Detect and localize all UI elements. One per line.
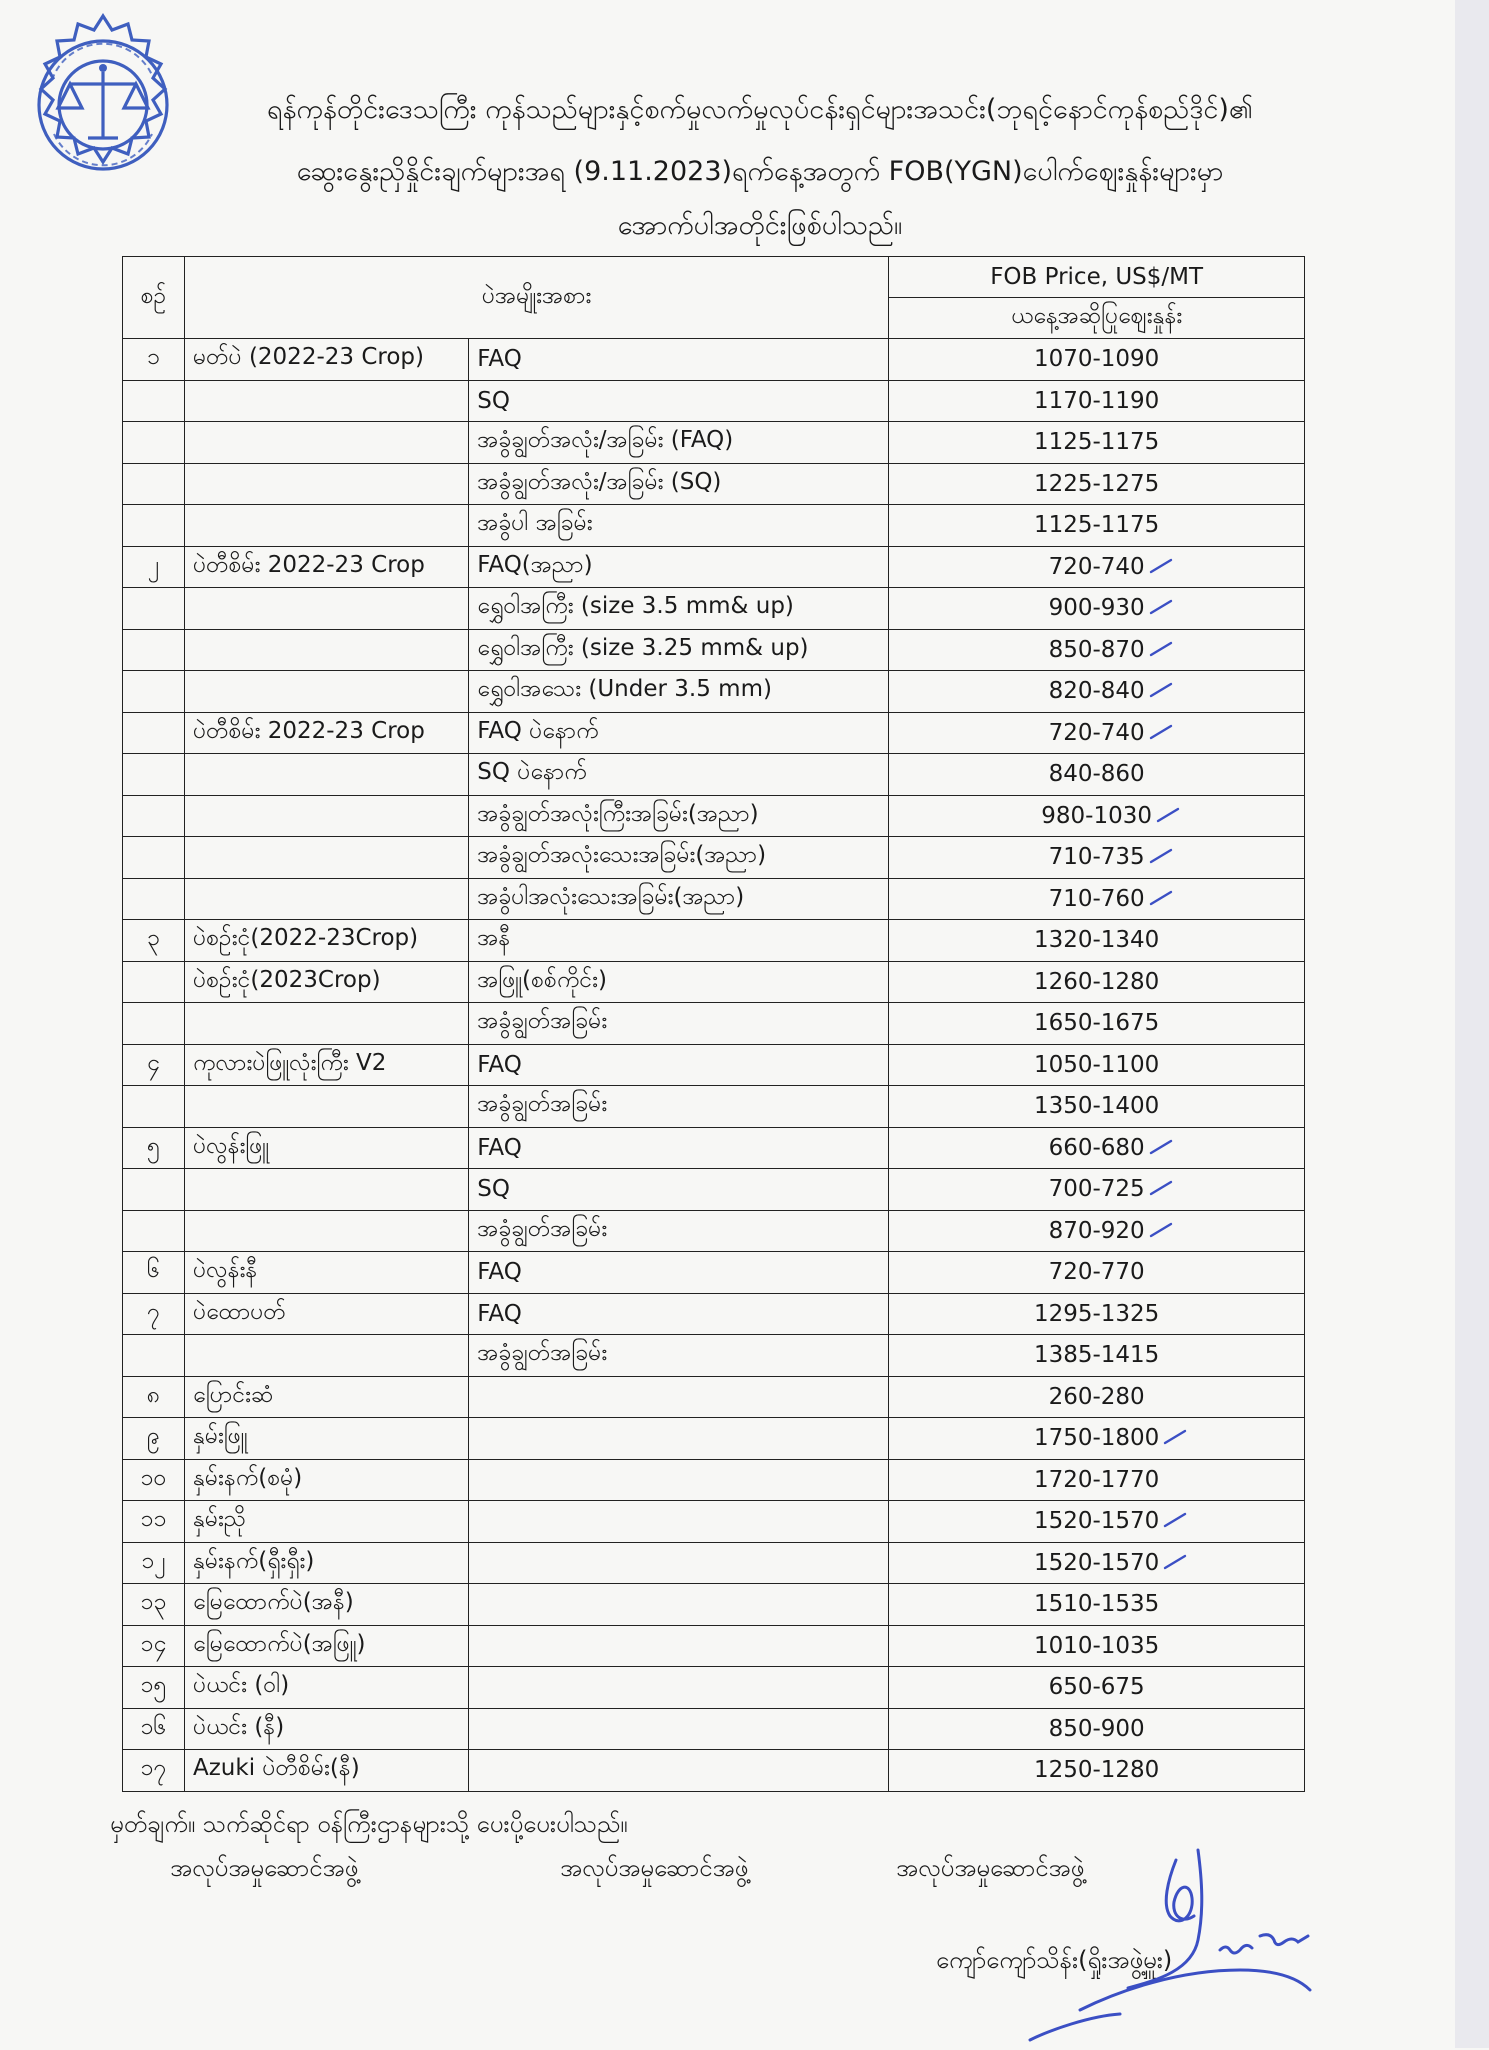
checkmark-icon xyxy=(1156,805,1180,825)
item-name: ပဲလွန်းနီ xyxy=(184,1252,468,1294)
table-row xyxy=(123,1584,1305,1626)
item-grade xyxy=(469,1667,889,1709)
checkmark-icon xyxy=(1163,1552,1187,1572)
row-number xyxy=(123,795,185,837)
item-grade xyxy=(469,1418,889,1460)
item-price xyxy=(889,1210,1305,1252)
scan-edge xyxy=(1455,0,1489,2048)
item-price xyxy=(889,1501,1305,1543)
item-price xyxy=(889,754,1305,796)
table-row xyxy=(123,1459,1305,1501)
checkmark-icon xyxy=(1149,722,1173,742)
price-value: 1070-1090 xyxy=(1033,346,1160,373)
item-name xyxy=(184,754,468,796)
table-row xyxy=(123,1625,1305,1667)
item-grade: အခွံချွတ်အလုံး/အခြမ်း (SQ) xyxy=(469,463,889,505)
row-number xyxy=(123,463,185,505)
handwritten-signature-icon xyxy=(880,1840,1360,2050)
item-name: ကုလားပဲဖြူလုံးကြီး V2 xyxy=(184,1044,468,1086)
checkmark-icon xyxy=(1149,597,1173,617)
item-price xyxy=(889,1003,1305,1045)
item-grade: SQ ပဲနောက် xyxy=(469,754,889,796)
table-row xyxy=(123,1335,1305,1377)
item-name: ပြောင်းဆံ xyxy=(184,1376,468,1418)
item-name: ပဲတီစိမ်း 2022-23 Crop xyxy=(184,712,468,754)
row-number: ၁၆ xyxy=(123,1708,185,1750)
table-row xyxy=(123,1252,1305,1294)
committee-label-1: အလုပ်အမှုဆောင်အဖွဲ့ xyxy=(170,1854,359,1882)
signer-name: ကျော်ကျော်သိန်း(ရှိုးအဖွဲ့မှူး) xyxy=(936,1946,1173,1974)
item-name xyxy=(184,1003,468,1045)
item-name: Azuki ပဲတီစိမ်း(နီ) xyxy=(184,1750,468,1792)
item-price xyxy=(889,339,1305,381)
row-number xyxy=(123,1335,185,1377)
checkmark-icon xyxy=(1149,1178,1173,1198)
price-value: 1320-1340 xyxy=(1033,927,1160,954)
price-value: 660-680 xyxy=(1048,1134,1145,1161)
table-row xyxy=(123,837,1305,879)
item-price xyxy=(889,1044,1305,1086)
table-row xyxy=(123,1750,1305,1792)
item-price xyxy=(889,1376,1305,1418)
item-price xyxy=(889,878,1305,920)
item-grade: FAQ xyxy=(469,1293,889,1335)
row-number: ၉ xyxy=(123,1418,185,1460)
item-price xyxy=(889,837,1305,879)
item-price xyxy=(889,588,1305,630)
price-value: 1520-1570 xyxy=(1033,1549,1160,1576)
item-name xyxy=(184,1169,468,1211)
table-row xyxy=(123,1376,1305,1418)
item-grade: ရွှေဝါအသေး (Under 3.5 mm) xyxy=(469,671,889,713)
row-number: ၇ xyxy=(123,1293,185,1335)
price-value: 1250-1280 xyxy=(1033,1757,1160,1784)
item-grade: အခွံချွတ်အခြမ်း xyxy=(469,1335,889,1377)
item-name xyxy=(184,588,468,630)
item-name: ပဲစဉ်းငုံ(2022-23Crop) xyxy=(184,920,468,962)
heading-line-1: ရန်ကုန်တိုင်းဒေသကြီး ကုန်သည်များနှင့်စက်မှုလက်မှုလုပ်ငန်းရှင်များအသင်း(ဘုရင့်နောင်ကုန်စည်ဒိုင်)၏ xyxy=(267,94,1253,125)
col-header-item: ပဲအမျိုးအစား xyxy=(184,257,888,339)
item-grade xyxy=(469,1376,889,1418)
row-number: ၈ xyxy=(123,1376,185,1418)
item-price xyxy=(889,463,1305,505)
row-number: ၁၂ xyxy=(123,1542,185,1584)
item-name xyxy=(184,505,468,547)
item-grade: အခွံချွတ်အလုံး/အခြမ်း (FAQ) xyxy=(469,422,889,464)
checkmark-icon xyxy=(1149,680,1173,700)
row-number xyxy=(123,1210,185,1252)
price-value: 260-280 xyxy=(1048,1383,1145,1410)
item-grade: FAQ ပဲနောက် xyxy=(469,712,889,754)
col-header-price-sub: ယနေ့အဆိုပြုဈေးနှုန်း xyxy=(889,298,1305,339)
item-name xyxy=(184,1210,468,1252)
item-name: ပဲထောပတ် xyxy=(184,1293,468,1335)
price-value: 1295-1325 xyxy=(1033,1300,1160,1327)
col-header-price: FOB Price, US$/MT xyxy=(889,257,1305,298)
item-grade: အခွံချွတ်အခြမ်း xyxy=(469,1003,889,1045)
table-row xyxy=(123,339,1305,381)
row-number xyxy=(123,1086,185,1128)
table-row xyxy=(123,1418,1305,1460)
table-row xyxy=(123,1501,1305,1543)
table-row xyxy=(123,961,1305,1003)
item-price xyxy=(889,1542,1305,1584)
price-value: 1225-1275 xyxy=(1033,470,1160,497)
item-grade: အနီ xyxy=(469,920,889,962)
item-price xyxy=(889,1584,1305,1626)
item-grade xyxy=(469,1625,889,1667)
price-value: 1260-1280 xyxy=(1033,968,1160,995)
item-grade: FAQ xyxy=(469,339,889,381)
table-row xyxy=(123,505,1305,547)
item-price xyxy=(889,380,1305,422)
price-value: 650-675 xyxy=(1048,1674,1145,1701)
item-name xyxy=(184,671,468,713)
row-number xyxy=(123,712,185,754)
item-grade: အခွံချွတ်အခြမ်း xyxy=(469,1210,889,1252)
row-number xyxy=(123,837,185,879)
item-grade: FAQ xyxy=(469,1252,889,1294)
table-row xyxy=(123,629,1305,671)
price-value: 900-930 xyxy=(1048,595,1145,622)
item-grade: FAQ xyxy=(469,1127,889,1169)
price-value: 720-770 xyxy=(1048,1259,1145,1286)
item-grade: SQ xyxy=(469,380,889,422)
table-row xyxy=(123,1169,1305,1211)
row-number xyxy=(123,961,185,1003)
table-row xyxy=(123,1708,1305,1750)
row-number: ၄ xyxy=(123,1044,185,1086)
item-price xyxy=(889,671,1305,713)
item-price xyxy=(889,1625,1305,1667)
price-value: 700-725 xyxy=(1048,1176,1145,1203)
row-number: ၁ xyxy=(123,339,185,381)
price-value: 1520-1570 xyxy=(1033,1508,1160,1535)
row-number: ၁၅ xyxy=(123,1667,185,1709)
row-number xyxy=(123,629,185,671)
table-row xyxy=(123,1086,1305,1128)
price-value: 720-740 xyxy=(1048,719,1145,746)
item-grade xyxy=(469,1501,889,1543)
row-number xyxy=(123,380,185,422)
item-grade: SQ xyxy=(469,1169,889,1211)
row-number xyxy=(123,1169,185,1211)
item-price xyxy=(889,1127,1305,1169)
item-name: ပဲလွန်းဖြူ xyxy=(184,1127,468,1169)
item-name: ပဲယင်း (ဝါ) xyxy=(184,1667,468,1709)
item-name: ပဲယင်း (နီ) xyxy=(184,1708,468,1750)
checkmark-icon xyxy=(1149,556,1173,576)
row-number xyxy=(123,505,185,547)
footnote: မှတ်ချက်။ သက်ဆိုင်ရာ ဝန်ကြီးဌာနများသို့ ပေးပို့ပေးပါသည်။ xyxy=(110,1810,628,1838)
item-name: နှမ်းနက်(စမုံ) xyxy=(184,1459,468,1501)
row-number: ၁၀ xyxy=(123,1459,185,1501)
row-number: ၂ xyxy=(123,546,185,588)
table-row xyxy=(123,671,1305,713)
item-grade: အခွံချွတ်အလုံးသေးအခြမ်း(အညာ) xyxy=(469,837,889,879)
checkmark-icon xyxy=(1163,1427,1187,1447)
item-grade xyxy=(469,1708,889,1750)
price-value: 710-735 xyxy=(1048,844,1145,871)
item-name: မြေထောက်ပဲ(အနီ) xyxy=(184,1584,468,1626)
price-value: 1750-1800 xyxy=(1033,1425,1160,1452)
item-grade xyxy=(469,1542,889,1584)
table-row xyxy=(123,1210,1305,1252)
checkmark-icon xyxy=(1149,1137,1173,1157)
table-row xyxy=(123,878,1305,920)
item-price xyxy=(889,920,1305,962)
item-price xyxy=(889,1086,1305,1128)
item-grade: အခွံပါ အခြမ်း xyxy=(469,505,889,547)
checkmark-icon xyxy=(1149,639,1173,659)
item-grade: အခွံချွတ်အခြမ်း xyxy=(469,1086,889,1128)
row-number: ၅ xyxy=(123,1127,185,1169)
checkmark-icon xyxy=(1149,888,1173,908)
item-grade: FAQ xyxy=(469,1044,889,1086)
item-name xyxy=(184,422,468,464)
row-number xyxy=(123,422,185,464)
row-number xyxy=(123,588,185,630)
table-row xyxy=(123,380,1305,422)
checkmark-icon xyxy=(1149,846,1173,866)
item-grade: အခွံပါအလုံးသေးအခြမ်း(အညာ) xyxy=(469,878,889,920)
item-price xyxy=(889,795,1305,837)
table-row xyxy=(123,1127,1305,1169)
item-grade: FAQ(အညာ) xyxy=(469,546,889,588)
item-price xyxy=(889,629,1305,671)
row-number: ၃ xyxy=(123,920,185,962)
price-value: 1125-1175 xyxy=(1033,429,1160,456)
item-grade xyxy=(469,1459,889,1501)
table-row xyxy=(123,422,1305,464)
heading-line-3: အောက်ပါအတိုင်းဖြစ်ပါသည်။ xyxy=(617,210,903,241)
table-row xyxy=(123,1044,1305,1086)
row-number: ၁၃ xyxy=(123,1584,185,1626)
item-grade xyxy=(469,1584,889,1626)
item-name xyxy=(184,463,468,505)
table-header-row xyxy=(123,257,1305,298)
item-price xyxy=(889,712,1305,754)
table-row xyxy=(123,795,1305,837)
price-value: 1510-1535 xyxy=(1033,1591,1160,1618)
col-header-no: စဉ် xyxy=(123,257,185,339)
item-grade: ရွှေဝါအကြီး (size 3.5 mm& up) xyxy=(469,588,889,630)
item-price xyxy=(889,1708,1305,1750)
item-name: မတ်ပဲ (2022-23 Crop) xyxy=(184,339,468,381)
item-price xyxy=(889,422,1305,464)
checkmark-icon xyxy=(1163,1510,1187,1530)
heading-line-2: ဆွေးနွေးညှိနှိုင်းချက်များအရ (9.11.2023)ရက်နေ့အတွက် FOB(YGN)ပေါက်ဈေးနှုန်းများမှာ xyxy=(296,156,1224,187)
item-price xyxy=(889,1335,1305,1377)
price-value: 1050-1100 xyxy=(1033,1051,1160,1078)
item-price xyxy=(889,1293,1305,1335)
item-price xyxy=(889,1252,1305,1294)
price-value: 1170-1190 xyxy=(1033,387,1160,414)
item-name xyxy=(184,837,468,879)
price-value: 1650-1675 xyxy=(1033,1010,1160,1037)
item-name: နှမ်းညို xyxy=(184,1501,468,1543)
item-name xyxy=(184,795,468,837)
table-row xyxy=(123,463,1305,505)
price-value: 870-920 xyxy=(1048,1217,1145,1244)
fob-price-table xyxy=(122,256,1305,1792)
price-value: 840-860 xyxy=(1048,761,1145,788)
item-price xyxy=(889,546,1305,588)
price-value: 1720-1770 xyxy=(1033,1466,1160,1493)
item-name xyxy=(184,1086,468,1128)
table-row xyxy=(123,1542,1305,1584)
committee-label-3: အလုပ်အမှုဆောင်အဖွဲ့ xyxy=(896,1854,1085,1882)
price-value: 1125-1175 xyxy=(1033,512,1160,539)
item-name: နှမ်းဖြူ xyxy=(184,1418,468,1460)
row-number xyxy=(123,754,185,796)
table-row xyxy=(123,712,1305,754)
table-row xyxy=(123,1667,1305,1709)
row-number: ၁၁ xyxy=(123,1501,185,1543)
item-name xyxy=(184,380,468,422)
row-number xyxy=(123,878,185,920)
item-price xyxy=(889,1750,1305,1792)
item-price xyxy=(889,961,1305,1003)
item-grade: အခွံချွတ်အလုံးကြီးအခြမ်း(အညာ) xyxy=(469,795,889,837)
item-price xyxy=(889,505,1305,547)
row-number xyxy=(123,671,185,713)
table-row xyxy=(123,1293,1305,1335)
item-name: ပဲတီစိမ်း 2022-23 Crop xyxy=(184,546,468,588)
item-name: နှမ်းနက်(ရှီးရှီး) xyxy=(184,1542,468,1584)
item-name: ပဲစဉ်းငုံ(2023Crop) xyxy=(184,961,468,1003)
item-price xyxy=(889,1418,1305,1460)
item-name xyxy=(184,878,468,920)
item-price xyxy=(889,1459,1305,1501)
price-value: 1385-1415 xyxy=(1033,1342,1160,1369)
price-value: 980-1030 xyxy=(1041,802,1152,829)
price-value: 1350-1400 xyxy=(1033,1093,1160,1120)
price-value: 720-740 xyxy=(1048,553,1145,580)
table-row xyxy=(123,754,1305,796)
table-row xyxy=(123,920,1305,962)
table-row xyxy=(123,588,1305,630)
price-value: 850-870 xyxy=(1048,636,1145,663)
row-number xyxy=(123,1003,185,1045)
price-value: 1010-1035 xyxy=(1033,1632,1160,1659)
row-number: ၆ xyxy=(123,1252,185,1294)
item-grade xyxy=(469,1750,889,1792)
price-value: 820-840 xyxy=(1048,678,1145,705)
committee-label-2: အလုပ်အမှုဆောင်အဖွဲ့ xyxy=(560,1854,749,1882)
table-row xyxy=(123,546,1305,588)
item-price xyxy=(889,1169,1305,1211)
item-name: မြေထောက်ပဲ(အဖြူ) xyxy=(184,1625,468,1667)
table-row xyxy=(123,1003,1305,1045)
checkmark-icon xyxy=(1149,1220,1173,1240)
item-name xyxy=(184,1335,468,1377)
item-price xyxy=(889,1667,1305,1709)
row-number: ၁၇ xyxy=(123,1750,185,1792)
item-name xyxy=(184,629,468,671)
item-grade: အဖြူ(စစ်ကိုင်း) xyxy=(469,961,889,1003)
price-value: 850-900 xyxy=(1048,1715,1145,1742)
price-value: 710-760 xyxy=(1048,885,1145,912)
item-grade: ရွှေဝါအကြီး (size 3.25 mm& up) xyxy=(469,629,889,671)
row-number: ၁၄ xyxy=(123,1625,185,1667)
